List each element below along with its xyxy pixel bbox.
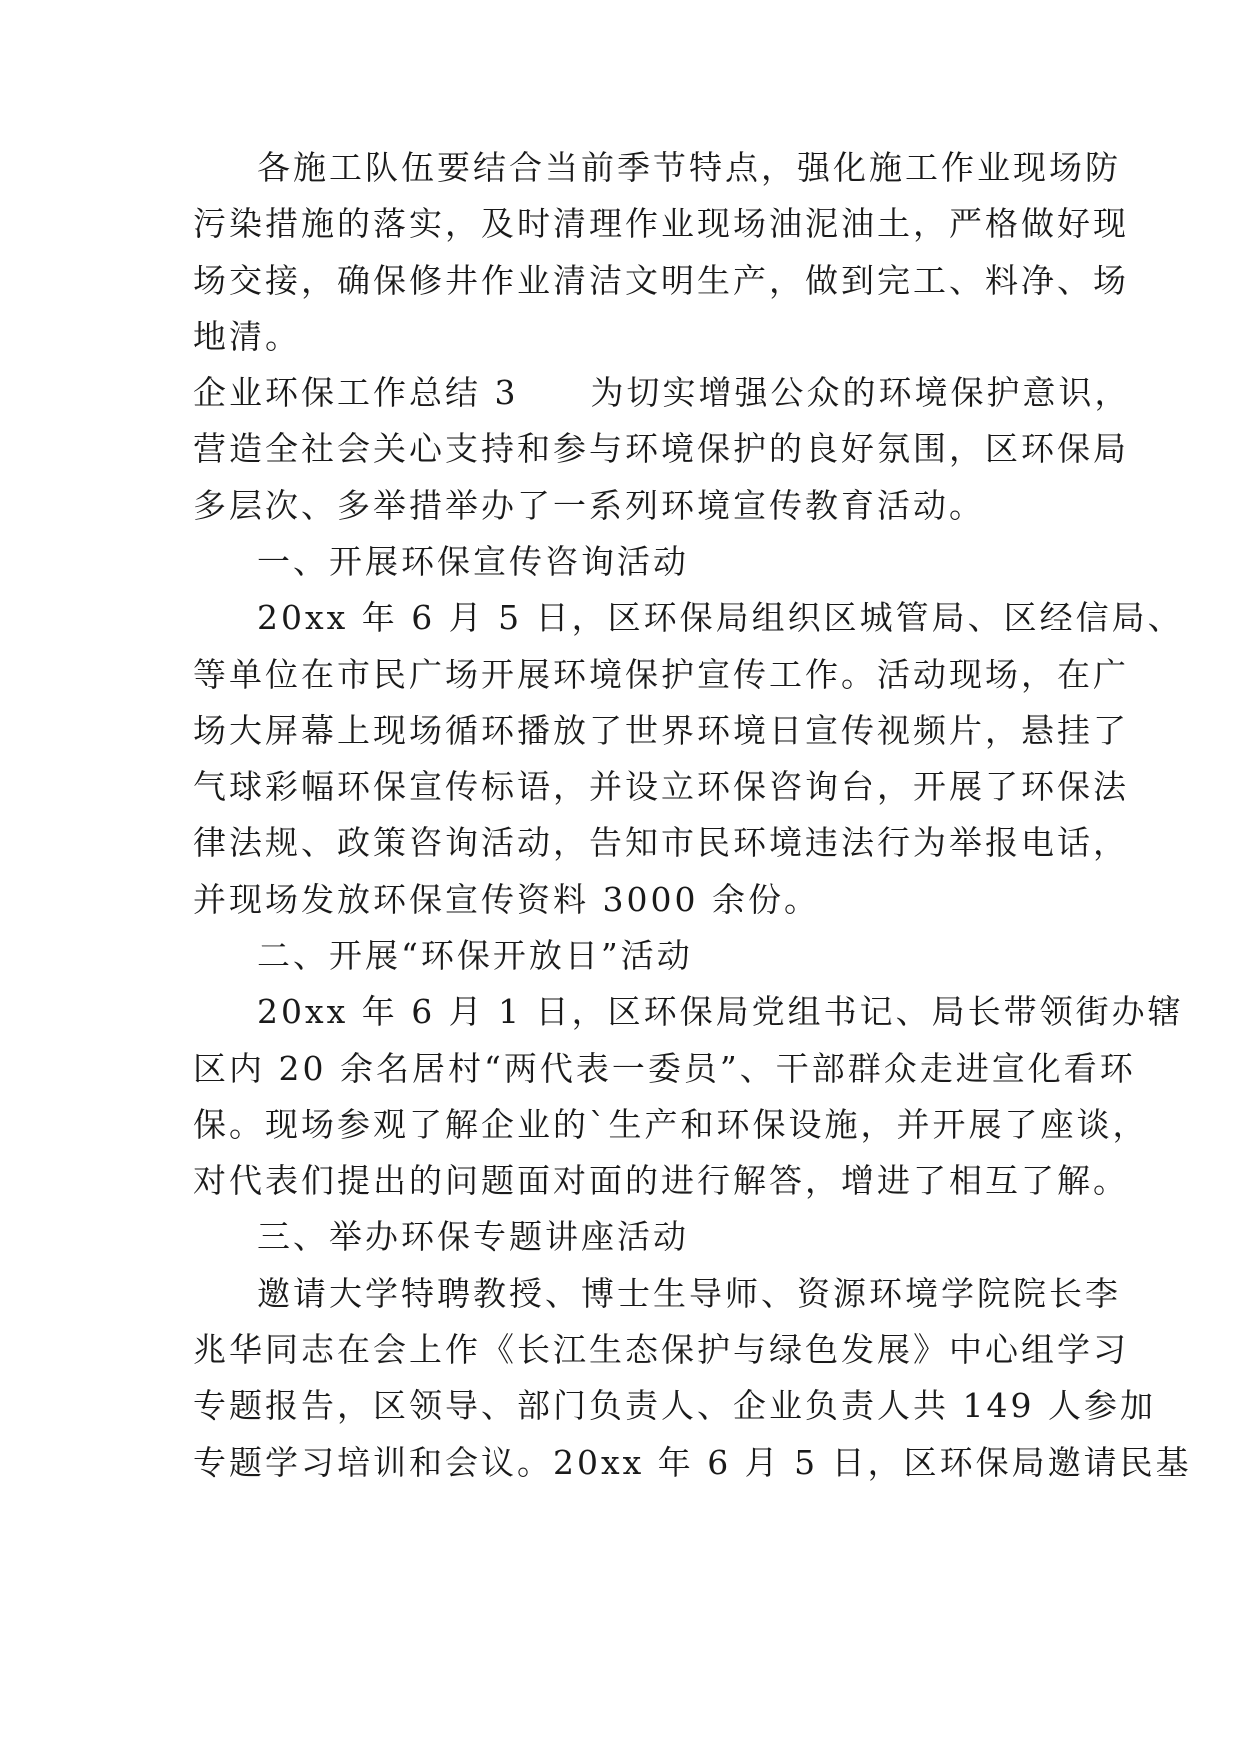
paragraph-line: 多层次、多举措举办了一系列环境宣传教育活动。 (193, 486, 985, 525)
paragraph-line: 场大屏幕上现场循环播放了世界环境日宣传视频片，悬挂了 (193, 711, 1129, 750)
paragraph-line: 邀请大学特聘教授、博士生导师、资源环境学院院长李 (257, 1274, 1121, 1313)
paragraph-line: 20xx 年 6 月 1 日，区环保局党组书记、局长带领街办辖 (257, 992, 1184, 1031)
paragraph-line: 并现场发放环保宣传资料 3000 余份。 (193, 880, 820, 919)
paragraph-line: 营造全社会关心支持和参与环境保护的良好氛围，区环保局 (193, 429, 1129, 468)
paragraph-line: 污染措施的落实，及时清理作业现场油泥油土，严格做好现 (193, 204, 1129, 243)
heading-line: 一、开展环保宣传咨询活动 (257, 542, 689, 581)
section-title-line: 企业环保工作总结 3 为切实增强公众的环境保护意识， (193, 373, 1131, 412)
heading-line: 三、举办环保专题讲座活动 (257, 1217, 689, 1256)
paragraph-line: 20xx 年 6 月 5 日，区环保局组织区城管局、区经信局、 (257, 598, 1184, 637)
heading-line: 二、开展“环保开放日”活动 (257, 936, 693, 975)
paragraph-line: 专题报告，区领导、部门负责人、企业负责人共 149 人参加 (193, 1386, 1156, 1425)
paragraph-line: 保。现场参观了解企业的`生产和环保设施，并开展了座谈， (193, 1105, 1149, 1144)
paragraph-line: 各施工队伍要结合当前季节特点，强化施工作业现场防 (257, 148, 1121, 187)
paragraph-line: 地清。 (193, 317, 301, 356)
paragraph-line: 律法规、政策咨询活动，告知市民环境违法行为举报电话， (193, 823, 1129, 862)
paragraph-line: 场交接，确保修井作业清洁文明生产，做到完工、料净、场 (193, 261, 1129, 300)
paragraph-line: 气球彩幅环保宣传标语，并设立环保咨询台，开展了环保法 (193, 767, 1129, 806)
paragraph-line: 专题学习培训和会议。20xx 年 6 月 5 日，区环保局邀请民基 (193, 1443, 1192, 1482)
paragraph-line: 兆华同志在会上作《长江生态保护与绿色发展》中心组学习 (193, 1330, 1129, 1369)
paragraph-line: 对代表们提出的问题面对面的进行解答，增进了相互了解。 (193, 1161, 1129, 1200)
paragraph-line: 区内 20 余名居村“两代表一委员”、干部群众走进宣化看环 (193, 1049, 1136, 1088)
paragraph-line: 等单位在市民广场开展环境保护宣传工作。活动现场，在广 (193, 655, 1129, 694)
